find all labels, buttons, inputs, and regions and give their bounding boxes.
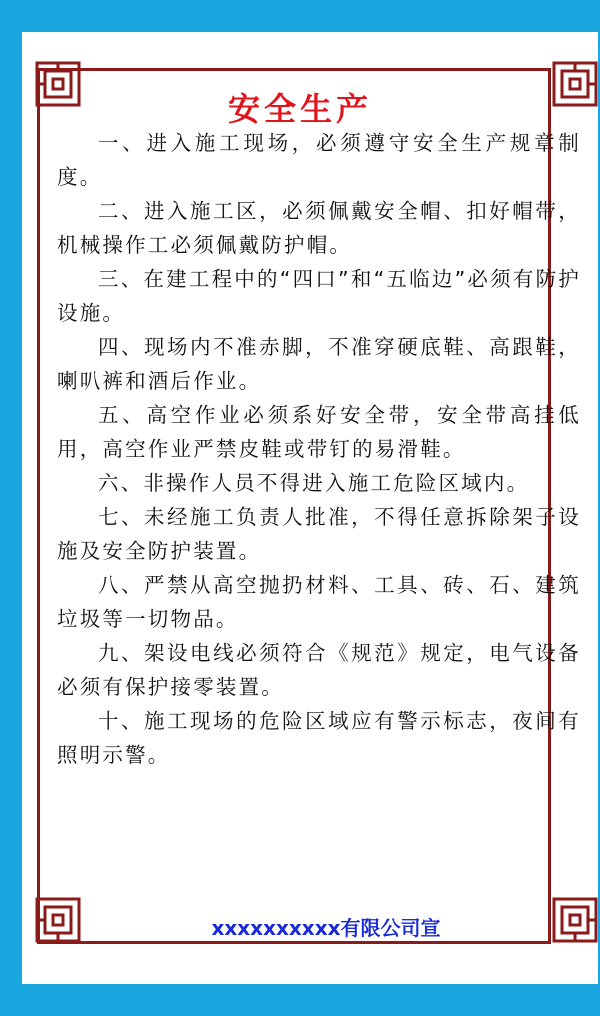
company-name: xxxxxxxxxx有限公司宣 [211, 916, 441, 940]
rule-item: 九、架设电线必须符合《规范》规定，电气设备必须有保护接零装置。 [57, 641, 581, 699]
rule-item: 十、施工现场的危险区域应有警示标志，夜间有照明示警。 [57, 709, 581, 767]
rule-item: 七、未经施工负责人批准，不得任意拆除架子设施及安全防护装置。 [57, 505, 581, 563]
rule-item: 二、进入施工区，必须佩戴安全帽、扣好帽带，机械操作工必须佩戴防护帽。 [57, 199, 581, 257]
rules-list [57, 126, 581, 772]
company-footer [0, 912, 600, 941]
rule-item: 四、现场内不准赤脚，不准穿硬底鞋、高跟鞋，喇叭裤和酒后作业。 [57, 335, 581, 393]
rule-item: 八、严禁从高空抛扔材料、工具、砖、石、建筑垃圾等一切物品。 [57, 573, 581, 631]
sign-title: 安全生产 [227, 90, 372, 128]
rule-item: 三、在建工程中的“四口”和“五临边”必须有防护设施。 [57, 267, 581, 325]
rule-item: 六、非操作人员不得进入施工危险区域内。 [98, 471, 530, 495]
rule-item: 一、进入施工现场，必须遵守安全生产规章制度。 [57, 131, 581, 189]
rule-item: 五、高空作业必须系好安全带，安全带高挂低用，高空作业严禁皮鞋或带钉的易滑鞋。 [57, 403, 581, 461]
